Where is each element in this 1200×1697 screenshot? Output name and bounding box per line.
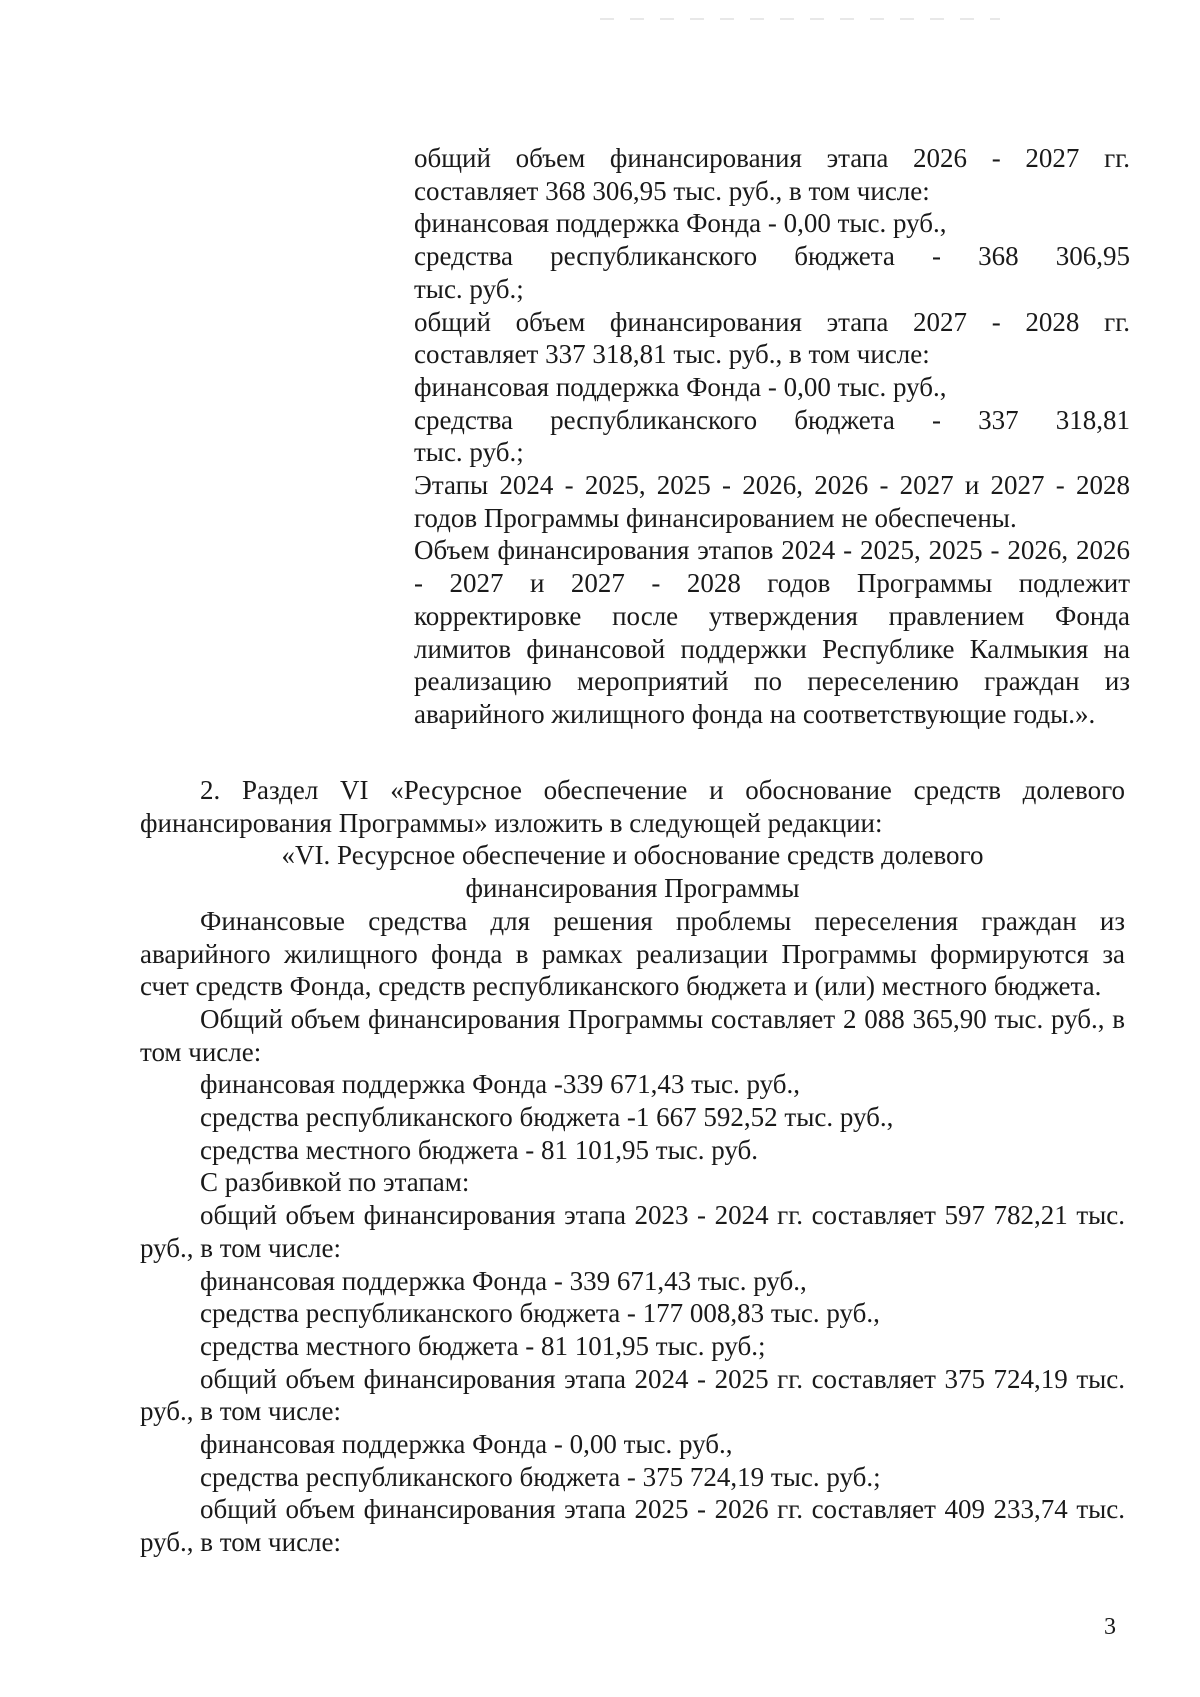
right-column-block	[414, 142, 1130, 731]
stage-2023-local-line: средства местного бюджета - 81 101,95 тыс. руб.;	[200, 1330, 766, 1361]
page-number: 3	[1104, 1614, 1116, 1640]
text-line: Этапы 2024 - 2025, 2025 - 2026, 2026 - 2027 и 2027 - 2028	[414, 470, 1130, 501]
section-heading-line-2: финансирования Программы	[465, 873, 800, 904]
stage-2025-paragraph: общий объем финансирования этапа 2025 - 2026 гг. составляет 409 233,74 тыс. руб., в том числе:	[140, 1494, 1125, 1558]
text-line: средства республиканского бюджета - 368 306,95	[414, 241, 1130, 272]
section-heading-line-1: «VI. Ресурсное обеспечение и обоснование средств долевого	[281, 840, 984, 871]
text-line: общий объем финансирования этапа 2027 - 2028 гг.	[414, 306, 1130, 337]
text-line: тыс. руб.;	[414, 437, 524, 468]
text-line: общий объем финансирования этапа 2026 - 2027 гг.	[414, 143, 1130, 173]
stage-2024-fund-line: финансовая поддержка Фонда - 0,00 тыс. руб.,	[200, 1429, 733, 1460]
stage-2023-republic-line: средства республиканского бюджета - 177 008,83 тыс. руб.,	[200, 1298, 880, 1329]
text-line: годов Программы финансированием не обеспечены.	[414, 502, 1017, 533]
financing-sources-paragraph: Финансовые средства для решения проблемы переселения граждан из аварийного жилищного фонда в рамках реализации Программы формируются за счет средств Фонда, средств республиканского бюджета и (или) местного бюджета.	[140, 905, 1125, 1002]
text-line: средства республиканского бюджета - 337 318,81	[414, 404, 1130, 435]
text-line: финансовая поддержка Фонда - 0,00 тыс. руб.,	[414, 371, 947, 402]
scan-artifact	[600, 18, 1000, 20]
breakdown-label: С разбивкой по этапам:	[200, 1167, 470, 1198]
total-local-line: средства местного бюджета - 81 101,95 тыс. руб.	[200, 1134, 758, 1165]
text-line: составляет 337 318,81 тыс. руб., в том числе:	[414, 339, 930, 370]
text-line: тыс. руб.;	[414, 273, 524, 304]
section-intro-paragraph: 2. Раздел VI «Ресурсное обеспечение и обоснование средств долевого финансирования Программы» изложить в следующей редакции:	[140, 775, 1125, 838]
total-fund-line: финансовая поддержка Фонда -339 671,43 тыс. руб.,	[200, 1069, 801, 1100]
stage-2023-fund-line: финансовая поддержка Фонда - 339 671,43 тыс. руб.,	[200, 1265, 807, 1296]
stage-2023-paragraph: общий объем финансирования этапа 2023 - 2024 гг. составляет 597 782,21 тыс. руб., в том числе:	[140, 1200, 1125, 1263]
stage-2024-paragraph: общий объем финансирования этапа 2024 - 2025 гг. составляет 375 724,19 тыс. руб., в том числе:	[140, 1363, 1125, 1427]
stage-2024-republic-line: средства республиканского бюджета - 375 724,19 тыс. руб.;	[200, 1461, 881, 1492]
financing-correction-paragraph: Объем финансирования этапов 2024 - 2025, 2025 - 2026, 2026 - 2027 и 2027 - 2028 годов Программы подлежит корректировке после утверждения правлением Фонда лимитов финансовой поддержки Республике Калмыкия на реализацию мероприятий по переселению граждан из аварийного жилищного фонда на соответствующие годы.».	[414, 535, 1130, 729]
total-financing-paragraph: Общий объем финансирования Программы составляет 2 088 365,90 тыс. руб., в том числе:	[140, 1003, 1125, 1067]
text-line: финансовая поддержка Фонда - 0,00 тыс. руб.,	[414, 208, 947, 239]
section-vi-block	[140, 774, 1125, 1559]
total-republic-line: средства республиканского бюджета -1 667 592,52 тыс. руб.,	[200, 1102, 894, 1133]
text-line: составляет 368 306,95 тыс. руб., в том числе:	[414, 175, 930, 206]
